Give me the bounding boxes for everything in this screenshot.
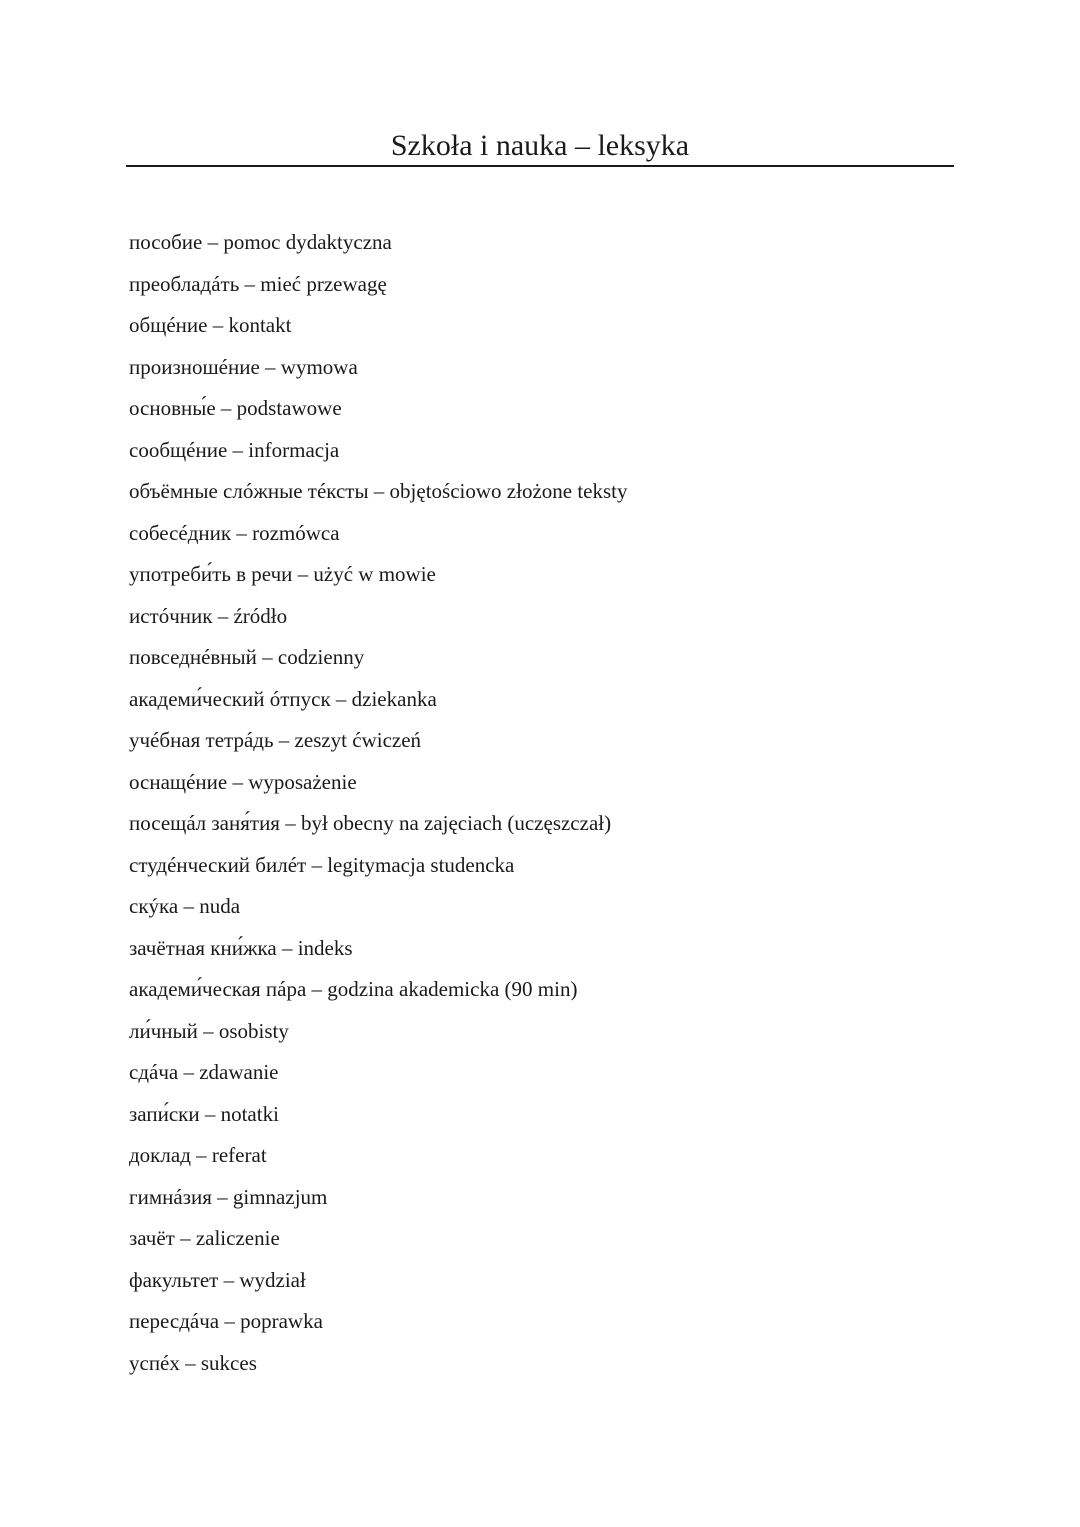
- vocabulary-entry: пособие – pomoc dydaktyczna: [129, 230, 392, 254]
- vocabulary-entry: посещáл заня́тия – był obecny na zajęciach (uczęszczał): [129, 811, 612, 835]
- page-title: Szkoła i nauka – leksyka: [390, 129, 690, 162]
- vocabulary-entry: оснащéние – wyposażenie: [129, 769, 357, 794]
- vocabulary-entry: основны́е – podstawowe: [129, 396, 342, 420]
- vocabulary-entry: преобладáть – mieć przewagę: [129, 271, 387, 296]
- vocabulary-entry: гимнáзия – gimnazjum: [129, 1184, 328, 1209]
- vocabulary-entry: объёмные слóжные тéксты – objętościowo złożone teksty: [129, 479, 628, 503]
- vocabulary-entry: успéх – sukces: [129, 1350, 257, 1375]
- vocabulary-list: [129, 222, 628, 1384]
- vocabulary-entry: общéние – kontakt: [129, 313, 292, 337]
- vocabulary-entry: сдáча – zdawanie: [129, 1060, 279, 1084]
- vocabulary-entry: академи́ческая пáра – godzina akademicka (90 min): [129, 977, 578, 1001]
- vocabulary-entry: употреби́ть в речи – użyć w mowie: [129, 562, 436, 586]
- vocabulary-entry: повседнéвный – codzienny: [129, 645, 365, 669]
- vocabulary-entry: скýка – nuda: [129, 894, 241, 918]
- vocabulary-entry: собесéдник – rozmówca: [129, 520, 340, 545]
- vocabulary-entry: зачёт – zaliczenie: [129, 1226, 280, 1250]
- vocabulary-entry: сообщéние – informacja: [129, 437, 340, 462]
- vocabulary-entry: академи́ческий óтпуск – dziekanka: [129, 686, 437, 711]
- vocabulary-entry: запи́ски – notatki: [129, 1101, 279, 1126]
- vocabulary-entry: произношéние – wymowa: [129, 354, 358, 379]
- vocabulary-entry: учéбная тетрáдь – zeszyt ćwiczeń: [129, 728, 422, 752]
- vocabulary-entry: зачётная кни́жка – indeks: [129, 935, 353, 960]
- vocabulary-entry: истóчник – źródło: [129, 603, 288, 628]
- vocabulary-entry: пересдáча – poprawka: [129, 1309, 323, 1333]
- vocabulary-entry: факультет – wydział: [129, 1267, 306, 1292]
- vocabulary-entry: ли́чный – osobisty: [129, 1018, 289, 1043]
- vocabulary-entry: студéнческий билéт – legitymacja studencka: [129, 852, 515, 877]
- title-underline: [126, 165, 954, 167]
- vocabulary-entry: доклад – referat: [129, 1143, 267, 1167]
